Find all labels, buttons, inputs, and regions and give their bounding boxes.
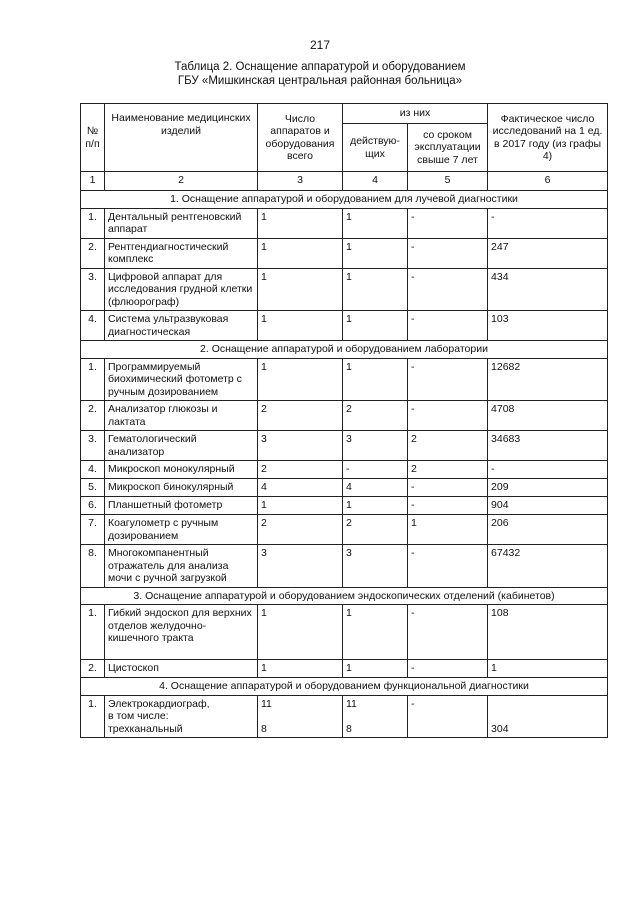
total-count: 2 — [258, 461, 343, 479]
column-number: 6 — [488, 172, 608, 191]
total-count: 2 — [258, 401, 343, 431]
active-count: 1 — [343, 497, 408, 515]
table-row — [81, 660, 608, 678]
device-name-line: Электрокардиограф, — [108, 697, 210, 710]
total-count: 3 — [258, 545, 343, 588]
studies-count: 12682 — [488, 358, 608, 401]
table-row — [81, 401, 608, 431]
old-count: 2 — [408, 431, 488, 461]
active-count — [343, 695, 408, 738]
old-count: - — [408, 695, 488, 738]
old-count: 1 — [408, 515, 488, 545]
column-numbers-row — [81, 172, 608, 191]
device-name-line: в том числе: — [108, 710, 169, 722]
active-count: 1 — [343, 208, 408, 238]
old-count: - — [408, 401, 488, 431]
total-count-line: 8 — [261, 722, 267, 735]
active-count: 4 — [343, 479, 408, 497]
studies-count: 434 — [488, 268, 608, 311]
device-name — [105, 695, 258, 738]
row-number: 7. — [81, 515, 105, 545]
old-count: - — [408, 479, 488, 497]
row-number: 6. — [81, 497, 105, 515]
section-header-row — [81, 587, 608, 605]
row-number: 2. — [81, 660, 105, 678]
table-header — [81, 104, 608, 191]
studies-count: 4708 — [488, 401, 608, 431]
column-number: 3 — [258, 172, 343, 191]
table-row — [81, 479, 608, 497]
table-row — [81, 311, 608, 341]
table-title — [0, 60, 640, 88]
active-count: 1 — [343, 268, 408, 311]
total-count-line — [261, 710, 339, 723]
studies-count: 209 — [488, 479, 608, 497]
device-name: Микроскоп монокулярный — [105, 461, 258, 479]
studies-count-line — [491, 710, 604, 723]
active-count-line: 8 — [346, 722, 352, 735]
device-name: Гибкий эндоскоп для верхних отделов желудочно-кишечного тракта — [105, 605, 258, 660]
total-count: 1 — [258, 497, 343, 515]
active-count: - — [343, 461, 408, 479]
table-body — [81, 191, 608, 738]
active-count: 3 — [343, 431, 408, 461]
total-count: 1 — [258, 605, 343, 660]
section-title: 4. Оснащение аппаратурой и оборудованием функциональной диагностики — [81, 678, 608, 696]
active-count-line — [346, 710, 404, 723]
device-name: Многокомпанентный отражатель для анализа мочи с ручной загрузкой — [105, 545, 258, 588]
total-count: 1 — [258, 358, 343, 401]
old-count: 2 — [408, 461, 488, 479]
table-row — [81, 268, 608, 311]
table-title-line-2: ГБУ «Мишкинская центральная районная больница» — [177, 75, 463, 87]
old-count: - — [408, 311, 488, 341]
studies-count: - — [488, 461, 608, 479]
studies-count-line: 304 — [491, 722, 509, 735]
studies-count: 206 — [488, 515, 608, 545]
studies-count: 67432 — [488, 545, 608, 588]
total-count: 1 — [258, 238, 343, 268]
column-number: 2 — [105, 172, 258, 191]
studies-count: 34683 — [488, 431, 608, 461]
table-row — [81, 431, 608, 461]
row-number: 4. — [81, 461, 105, 479]
studies-count: - — [488, 208, 608, 238]
total-count: 1 — [258, 311, 343, 341]
section-header-row — [81, 341, 608, 359]
total-count: 2 — [258, 515, 343, 545]
device-name: Программируемый биохимический фотометр с ручным дозированием — [105, 358, 258, 401]
device-name: Гематологический анализатор — [105, 431, 258, 461]
header-name: Наименование медицинских изделий — [105, 104, 258, 172]
section-title: 2. Оснащение аппаратурой и оборудованием лаборатории — [81, 341, 608, 359]
old-count: - — [408, 268, 488, 311]
header-number: № п/п — [81, 104, 105, 172]
table-row — [81, 605, 608, 660]
device-name: Коагулометр с ручным дозированием — [105, 515, 258, 545]
active-count: 3 — [343, 545, 408, 588]
table-row — [81, 545, 608, 588]
section-title: 1. Оснащение аппаратурой и оборудованием для лучевой диагностики — [81, 191, 608, 209]
table-row — [81, 695, 608, 738]
header-old: со сроком эксплуатации свыше 7 лет — [408, 124, 488, 172]
studies-count: 1 — [488, 660, 608, 678]
active-count: 1 — [343, 311, 408, 341]
table-row — [81, 497, 608, 515]
total-count: 1 — [258, 660, 343, 678]
old-count: - — [408, 208, 488, 238]
device-name: Планшетный фотометр — [105, 497, 258, 515]
device-name: Цифровой аппарат для исследования грудной клетки (флюорограф) — [105, 268, 258, 311]
row-number: 1. — [81, 358, 105, 401]
header-group: из них — [343, 104, 488, 124]
old-count: - — [408, 497, 488, 515]
active-count: 1 — [343, 358, 408, 401]
old-count: - — [408, 238, 488, 268]
total-count: 4 — [258, 479, 343, 497]
total-count: 1 — [258, 208, 343, 238]
section-title: 3. Оснащение аппаратурой и оборудованием эндоскопических отделений (кабинетов) — [81, 587, 608, 605]
header-studies: Фактическое число исследований на 1 ед. в 2017 году (из графы 4) — [488, 104, 608, 172]
studies-count: 103 — [488, 311, 608, 341]
device-name: Микроскоп бинокулярный — [105, 479, 258, 497]
device-name: Рентгендиагностический комплекс — [105, 238, 258, 268]
row-number: 5. — [81, 479, 105, 497]
row-number: 8. — [81, 545, 105, 588]
table-title-line-1: Таблица 2. Оснащение аппаратурой и оборудованием — [174, 61, 466, 73]
table-row — [81, 238, 608, 268]
table-row — [81, 461, 608, 479]
row-number: 3. — [81, 431, 105, 461]
row-number: 2. — [81, 401, 105, 431]
page-number: 217 — [309, 38, 331, 52]
device-name: Анализатор глюкозы и лактата — [105, 401, 258, 431]
table-row — [81, 358, 608, 401]
row-number: 4. — [81, 311, 105, 341]
active-count: 1 — [343, 660, 408, 678]
studies-count: 247 — [488, 238, 608, 268]
device-name: Цистоскоп — [105, 660, 258, 678]
old-count: - — [408, 545, 488, 588]
device-name: Система ультразвуковая диагностическая — [105, 311, 258, 341]
studies-count: 904 — [488, 497, 608, 515]
total-count: 3 — [258, 431, 343, 461]
table-row — [81, 208, 608, 238]
active-count: 2 — [343, 515, 408, 545]
total-count: 1 — [258, 268, 343, 311]
section-header-row — [81, 191, 608, 209]
active-count: 1 — [343, 605, 408, 660]
row-number: 2. — [81, 238, 105, 268]
active-count: 2 — [343, 401, 408, 431]
header-total: Число аппаратов и оборудования всего — [258, 104, 343, 172]
active-count-line: 11 — [346, 697, 357, 710]
header-active: действую-щих — [343, 124, 408, 172]
total-count-line: 11 — [261, 697, 272, 710]
equipment-table — [80, 103, 608, 738]
table-row — [81, 515, 608, 545]
row-number: 1. — [81, 605, 105, 660]
total-count — [258, 695, 343, 738]
column-number: 4 — [343, 172, 408, 191]
row-number: 3. — [81, 268, 105, 311]
studies-count-line — [491, 698, 604, 711]
studies-count: 108 — [488, 605, 608, 660]
active-count: 1 — [343, 238, 408, 268]
row-number: 1. — [81, 208, 105, 238]
column-number: 1 — [81, 172, 105, 191]
device-name: Дентальный рентгеновский аппарат — [105, 208, 258, 238]
studies-count — [488, 695, 608, 738]
row-number: 1. — [81, 695, 105, 738]
section-header-row — [81, 678, 608, 696]
old-count: - — [408, 660, 488, 678]
old-count: - — [408, 605, 488, 660]
device-name-line: трехканальный — [108, 722, 183, 735]
column-number: 5 — [408, 172, 488, 191]
old-count: - — [408, 358, 488, 401]
